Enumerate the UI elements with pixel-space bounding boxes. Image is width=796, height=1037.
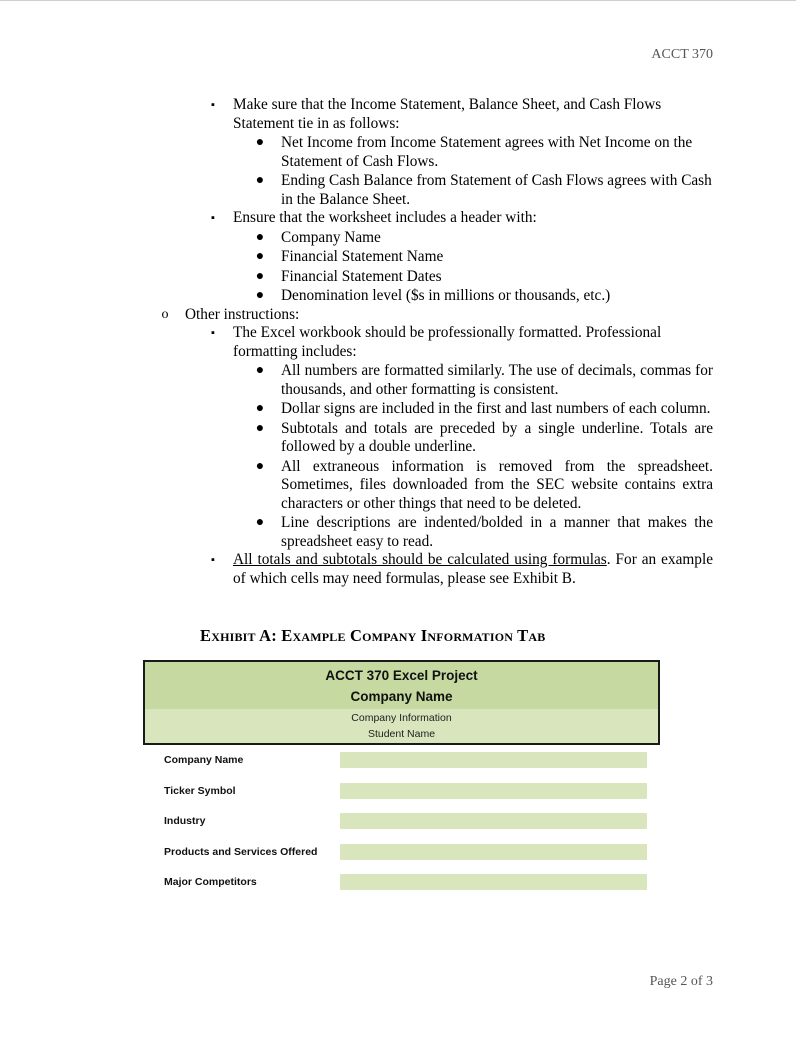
list-item <box>0 172 796 209</box>
exhibit-title: ACCT 370 Excel Project <box>325 668 478 683</box>
instruction-text: Subtotals and totals are preceded by a single underline. Totals are followed by a double underline. <box>281 419 713 455</box>
list-item <box>0 514 796 551</box>
page-header-course: ACCT 370 <box>651 47 713 62</box>
instruction-text: Make sure that the Income Statement, Balance Sheet, and Cash Flows Statement tie in as follows: <box>233 96 662 132</box>
instruction-text: Other instructions: <box>185 305 300 323</box>
disc-bullet-icon: ● <box>255 363 265 378</box>
exhibit-title-band <box>145 662 658 709</box>
list-item <box>0 229 796 248</box>
disc-bullet-icon: ● <box>255 135 265 150</box>
ticker-symbol-field[interactable] <box>340 783 647 799</box>
disc-bullet-icon: ● <box>255 420 265 436</box>
disc-bullet-icon: ● <box>255 249 265 264</box>
field-row <box>143 813 660 831</box>
instruction-text: All extraneous information is removed from the spreadsheet. Sometimes, files downloaded from the SEC website contains extra characters or other things that need to be deleted. <box>281 457 713 512</box>
products-services-field[interactable] <box>340 844 647 860</box>
list-item <box>0 268 796 287</box>
instruction-text: Denomination level ($s in millions or thousands, etc.) <box>281 287 611 304</box>
page-top-border <box>0 0 796 1</box>
exhibit-subtitle-band <box>145 709 658 743</box>
list-item <box>0 287 796 306</box>
exhibit-student-name: Student Name <box>367 728 436 740</box>
instruction-text: Financial Statement Dates <box>281 267 442 285</box>
list-item <box>0 134 796 171</box>
field-row <box>143 783 660 801</box>
field-label: Ticker Symbol <box>164 785 236 797</box>
disc-bullet-icon: ● <box>255 173 265 188</box>
list-item <box>0 362 796 399</box>
list-item <box>0 551 796 588</box>
instruction-text: All numbers are formatted similarly. The use of decimals, commas for thousands, and other formatting is consistent. <box>281 362 713 398</box>
list-item <box>0 96 796 133</box>
field-label: Industry <box>164 815 206 827</box>
exhibit-heading: Exhibit A: Example Company Information Tab <box>200 626 546 645</box>
instruction-text: Ending Cash Balance from Statement of Cash Flows agrees with Cash in the Balance Sheet. <box>281 172 712 208</box>
list-item <box>0 400 796 419</box>
square-bullet-icon: ▪ <box>211 212 215 224</box>
square-bullet-icon: ▪ <box>211 327 215 339</box>
square-bullet-icon: ▪ <box>211 554 215 566</box>
disc-bullet-icon: ● <box>255 268 265 284</box>
circle-bullet-icon: o <box>161 306 169 322</box>
disc-bullet-icon: ● <box>255 288 265 303</box>
exhibit-company-name: Company Name <box>350 689 453 704</box>
field-row <box>143 874 660 892</box>
square-bullet-icon: ▪ <box>211 99 215 111</box>
exhibit-header-block <box>143 660 660 745</box>
field-row <box>143 844 660 862</box>
instruction-text-rest: . For an example of which cells may need formulas, please see Exhibit B. <box>233 551 713 587</box>
exhibit-company-info <box>143 660 660 888</box>
instruction-text: Dollar signs are included in the first and last numbers of each column. <box>281 400 711 417</box>
list-item <box>0 420 796 457</box>
field-label: Company Name <box>164 754 244 766</box>
disc-bullet-icon: ● <box>255 515 265 530</box>
list-item <box>0 306 796 325</box>
exhibit-subtitle: Company Information <box>351 712 452 724</box>
disc-bullet-icon: ● <box>255 229 265 245</box>
instruction-text <box>233 551 713 588</box>
instruction-text: Company Name <box>281 228 381 246</box>
instruction-text: Line descriptions are indented/bolded in a manner that makes the spreadsheet easy to read. <box>281 514 713 550</box>
field-row <box>143 752 660 770</box>
list-item <box>0 248 796 267</box>
list-item <box>0 458 796 514</box>
instruction-text: Ensure that the worksheet includes a header with: <box>233 209 537 226</box>
list-item <box>0 209 796 228</box>
disc-bullet-icon: ● <box>255 458 265 474</box>
field-label: Products and Services Offered <box>164 846 318 858</box>
list-item <box>0 324 796 361</box>
major-competitors-field[interactable] <box>340 874 647 890</box>
instructions-body <box>0 96 796 588</box>
field-label: Major Competitors <box>164 876 257 888</box>
page-number: Page 2 of 3 <box>649 974 713 989</box>
instruction-text: Net Income from Income Statement agrees with Net Income on the Statement of Cash Flows. <box>281 134 693 170</box>
instruction-text: The Excel workbook should be professionally formatted. Professional formatting includes: <box>233 324 662 360</box>
instruction-text: Financial Statement Name <box>281 248 444 265</box>
company-name-field[interactable] <box>340 752 647 768</box>
disc-bullet-icon: ● <box>255 401 265 416</box>
underlined-text: All totals and subtotals should be calculated using formulas <box>233 551 607 568</box>
industry-field[interactable] <box>340 813 647 829</box>
